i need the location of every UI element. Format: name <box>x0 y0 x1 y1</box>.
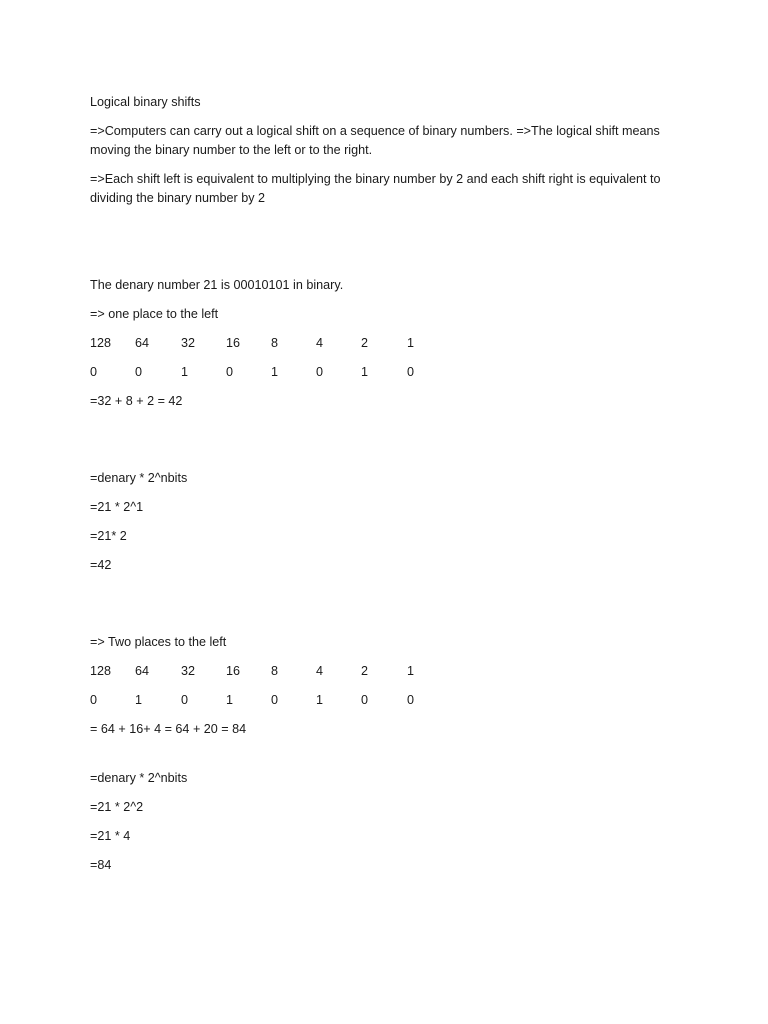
bit-value: 0 <box>271 693 279 707</box>
place-value: 8 <box>271 664 279 678</box>
place-value: 8 <box>271 336 279 350</box>
place-value: 1 <box>407 664 415 678</box>
shift2-sum: = 64 + 16+ 4 = 64 + 20 = 84 <box>90 722 247 736</box>
shift1-formula-line: =21* 2 <box>90 529 127 543</box>
shift2-bits-row <box>90 691 690 710</box>
place-value: 16 <box>226 336 241 350</box>
place-value: 1 <box>407 336 415 350</box>
intro-paragraph-1: =>Computers can carry out a logical shift on a sequence of binary numbers. =>The logical shift means moving the binary number to the left or to the right. <box>90 124 660 157</box>
bit-value: 1 <box>361 365 369 379</box>
shift1-sum: =32 + 8 + 2 = 42 <box>90 394 183 408</box>
spacer <box>90 218 690 276</box>
bit-value: 1 <box>316 693 324 707</box>
bit-value: 0 <box>90 693 98 707</box>
place-value: 64 <box>135 336 150 350</box>
bit-value: 0 <box>407 365 415 379</box>
place-value: 2 <box>361 664 369 678</box>
shift1-bits-row <box>90 363 690 382</box>
spacer <box>90 749 690 769</box>
shift2-formula-line: =21 * 4 <box>90 829 131 843</box>
document-title: Logical binary shifts <box>90 95 201 109</box>
shift1-formula-line: =21 * 2^1 <box>90 500 144 514</box>
shift2-formula-line: =21 * 2^2 <box>90 800 144 814</box>
shift1-place-values-row <box>90 334 690 353</box>
spacer <box>90 585 690 633</box>
place-value: 64 <box>135 664 150 678</box>
bit-value: 1 <box>135 693 143 707</box>
intro-paragraph-2: =>Each shift left is equivalent to multiplying the binary number by 2 and each shift right is equivalent to dividing the binary number by 2 <box>90 172 661 205</box>
bit-value: 0 <box>316 365 324 379</box>
bit-value: 0 <box>226 365 234 379</box>
shift2-formula-line: =denary * 2^nbits <box>90 771 188 785</box>
bit-value: 1 <box>226 693 234 707</box>
shift2-formula-line: =84 <box>90 858 112 872</box>
bit-value: 0 <box>90 365 98 379</box>
place-value: 32 <box>181 336 196 350</box>
spacer <box>90 421 690 469</box>
place-value: 2 <box>361 336 369 350</box>
place-value: 16 <box>226 664 241 678</box>
place-value: 128 <box>90 336 112 350</box>
bit-value: 0 <box>135 365 143 379</box>
bit-value: 1 <box>181 365 189 379</box>
bit-value: 0 <box>407 693 415 707</box>
place-value: 4 <box>316 336 324 350</box>
shift1-formula-line: =denary * 2^nbits <box>90 471 188 485</box>
bit-value: 0 <box>181 693 189 707</box>
shift1-heading: => one place to the left <box>90 307 219 321</box>
shift1-formula-line: =42 <box>90 558 112 572</box>
place-value: 128 <box>90 664 112 678</box>
bit-value: 0 <box>361 693 369 707</box>
document-body <box>90 93 690 885</box>
place-value: 4 <box>316 664 324 678</box>
bit-value: 1 <box>271 365 279 379</box>
place-value: 32 <box>181 664 196 678</box>
example-intro: The denary number 21 is 00010101 in binary. <box>90 278 344 292</box>
shift2-place-values-row <box>90 662 690 681</box>
shift2-heading: => Two places to the left <box>90 635 227 649</box>
